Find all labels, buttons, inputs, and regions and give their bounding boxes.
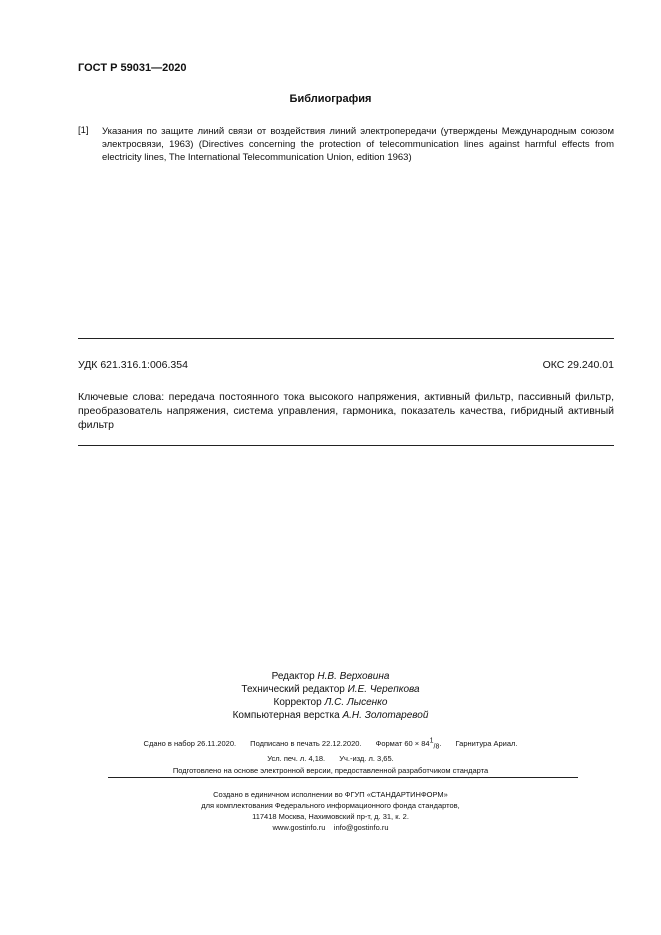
publisher-address: 117418 Москва, Нахимовский пр-т, д. 31, к. 2. xyxy=(252,812,409,821)
format-fraction-den: /8 xyxy=(433,743,440,750)
print-info-line1 xyxy=(0,735,661,753)
typeface: Гарнитура Ариал. xyxy=(455,738,518,748)
credits-block xyxy=(0,670,661,722)
divider-bottom xyxy=(108,777,578,778)
publisher-block xyxy=(0,789,661,833)
credit-editor-label: Редактор xyxy=(271,671,315,682)
credit-corrector-label: Корректор xyxy=(273,697,322,708)
keywords: Ключевые слова: передача постоянного тока высокого напряжения, активный фильтр, пассивный фильтр, преобразователь напряжения, система управления, гармоника, показатель качества, гибридный активный фильтр xyxy=(78,391,614,431)
paper-format xyxy=(376,739,442,748)
credit-corrector xyxy=(0,696,661,709)
publisher-line2: для комплектования Федерального информационного фонда стандартов, xyxy=(201,801,460,810)
credit-editor-name: Н.В. Верховина xyxy=(317,671,390,682)
publisher-contacts xyxy=(0,822,661,833)
bibliography-title: Библиография xyxy=(289,93,372,105)
credit-tech-editor-label: Технический редактор xyxy=(241,684,345,695)
format-fraction-num: 1 xyxy=(429,737,434,744)
credit-tech-editor-name: И.Е. Черепкова xyxy=(347,684,420,695)
format-prefix: Формат 60 × 84 xyxy=(375,738,430,748)
divider-keywords xyxy=(78,445,614,446)
publisher-line1: Создано в единичном исполнении во ФГУП «СТАНДАРТИНФОРМ» xyxy=(213,790,448,799)
credit-tech-editor xyxy=(0,683,661,696)
oks-code: ОКС 29.240.01 xyxy=(542,359,614,371)
credit-editor xyxy=(0,670,661,683)
divider-top xyxy=(78,338,614,339)
signed-date: Подписано в печать 22.12.2020. xyxy=(250,738,362,748)
credit-layout-name: А.Н. Золотаревой xyxy=(342,710,429,721)
credit-layout xyxy=(0,709,661,722)
udk-code: УДК 621.316.1:006.354 xyxy=(78,359,188,371)
format-suffix: . xyxy=(439,738,442,748)
print-info xyxy=(0,735,661,777)
prepared-note: Подготовлено на основе электронной версии, предоставленной разработчиком стандарта xyxy=(172,766,489,775)
print-sheets: Усл. печ. л. 4,18. xyxy=(267,754,326,763)
standard-id: ГОСТ Р 59031—2020 xyxy=(78,62,187,74)
reference-number: [1] xyxy=(78,125,89,136)
reference-text: Указания по защите линий связи от воздействия линий электропередачи (утверждены Международным союзом электросвязи, 1963) (Directives concerning the protection of telecommunication lines against harmful effects from electricity lines, The International Telecommunication Union, edition 1963) xyxy=(102,126,614,163)
publish-sheets: Уч.-изд. л. 3,65. xyxy=(339,754,394,763)
credit-layout-label: Компьютерная верстка xyxy=(232,710,340,721)
publisher-email[interactable]: info@gostinfo.ru xyxy=(333,823,389,832)
print-info-line2 xyxy=(0,753,661,765)
credit-corrector-name: Л.С. Лысенко xyxy=(324,697,388,708)
submitted-date: Сдано в набор 26.11.2020. xyxy=(143,738,237,748)
publisher-website[interactable]: www.gostinfo.ru xyxy=(272,823,326,832)
